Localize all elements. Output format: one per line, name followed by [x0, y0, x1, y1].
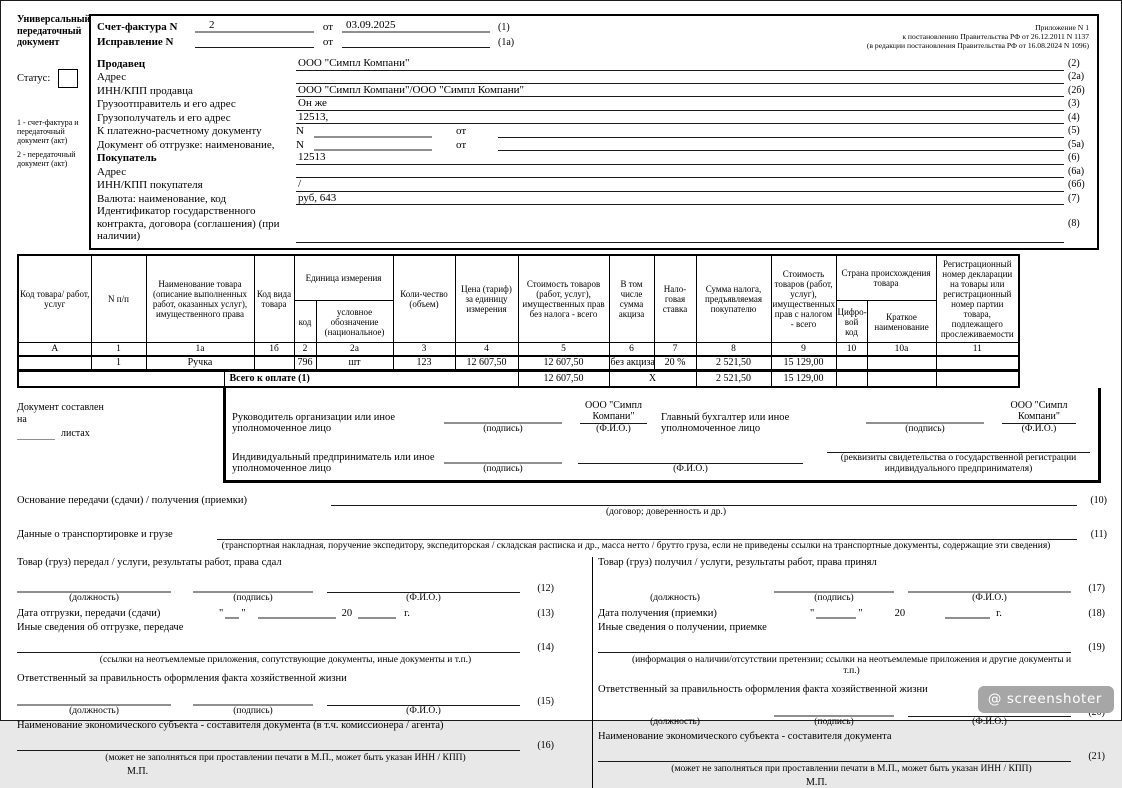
sign-caption: (подпись) — [233, 705, 273, 716]
field-value: ООО "Симпл Компани" — [296, 57, 1064, 71]
year-suffix: г. — [996, 607, 1002, 619]
signature-line — [774, 705, 894, 717]
stamp-place: М.П. — [127, 765, 149, 777]
field-value — [296, 231, 1064, 243]
ref-2a: (2а) — [1068, 71, 1085, 83]
fio-caption: (Ф.И.О.) — [972, 716, 1007, 727]
ot-label: от — [456, 138, 467, 151]
requisite-row-shipping-doc — [97, 138, 1097, 151]
ref-18: (18) — [1088, 607, 1105, 619]
col-num: 10а — [867, 343, 936, 357]
n-label: N — [296, 138, 304, 151]
column-numbering-row — [18, 343, 1019, 357]
col-header-reg: Регистрационный номер декларации на товары или регистрационный номер партии товара, подлежащего прослеживаемости — [936, 255, 1019, 343]
fio-caption: (Ф.И.О.) — [673, 463, 708, 474]
entity-label: Наименование экономического субъекта - составителя документа (в т.ч. комиссионера / агента) — [17, 719, 444, 731]
item-row — [18, 356, 1019, 370]
status-note-1: 1 - счет-фактура и передаточный документ (акт) — [17, 117, 79, 145]
quote-mark: " — [241, 607, 246, 619]
cell-npp: 1 — [91, 356, 146, 370]
cell-country-name — [867, 356, 936, 370]
position-caption: (должность) — [650, 592, 700, 603]
correction-number-row — [97, 33, 517, 48]
other-receipt-caption: (информация о наличии/отсутствии претензии; ссылки на неотъемлемые приложения и другие документы и т.п.) — [631, 654, 1072, 676]
position-caption: (должность) — [69, 705, 119, 716]
cell-excise: без акциза — [610, 357, 655, 369]
cell-net: 12 607,50 — [518, 356, 609, 370]
ref-21: (21) — [1088, 750, 1105, 762]
cell-qty: 123 — [393, 356, 455, 370]
appendix-line-2: к постановлению Правительства РФ от 26.12.2011 N 1137 — [902, 32, 1089, 41]
transport-value-field — [217, 529, 1077, 540]
entity-field — [598, 754, 1071, 762]
status-row — [17, 69, 87, 88]
requisite-row-seller-address — [97, 71, 1097, 84]
n-value-field — [314, 140, 432, 151]
receipt-signature-row — [598, 581, 1105, 604]
col-num: А — [18, 343, 91, 357]
invoice-ot-label: от — [322, 21, 334, 33]
head-name-value: ООО "Симпл Компани" — [580, 400, 647, 424]
fio-caption: (Ф.И.О.) — [1021, 423, 1057, 434]
total-empty-cell — [18, 372, 224, 387]
day-field — [816, 609, 856, 619]
receipt-title: Товар (груз) получил / услуги, результаты работ, права принял — [598, 556, 877, 568]
ot-value-field — [498, 127, 1064, 138]
shipment-date-label: Дата отгрузки, передачи (сдачи) — [17, 607, 161, 619]
field-label: Покупатель — [97, 152, 157, 165]
ref-6: (6) — [1068, 152, 1080, 164]
status-label: Статус: — [17, 72, 51, 84]
field-value: 12513, — [296, 111, 1064, 125]
stamp-place: М.П. — [806, 776, 828, 788]
position-caption: (должность) — [650, 716, 700, 727]
col-header-unit-name: условное обозначение (национальное) — [316, 301, 393, 343]
ref-2b: (2б) — [1068, 84, 1085, 96]
receipt-column — [592, 557, 1105, 788]
ref-2: (2) — [1068, 58, 1080, 69]
signature-line — [774, 581, 894, 593]
ref-5a: (5а) — [1068, 138, 1085, 150]
requisite-row-consignor — [97, 97, 1097, 111]
screenshoter-watermark — [978, 686, 1114, 713]
position-line — [17, 694, 171, 706]
cell-unit-name: шт — [316, 356, 393, 370]
watermark-text: screenshoter — [1006, 691, 1102, 707]
appendix-note — [867, 23, 1089, 50]
col-num: 2а — [316, 343, 393, 357]
col-header-code: Код товара/ работ, услуг — [18, 255, 91, 343]
fio-line — [908, 581, 1071, 593]
field-label: Адрес — [97, 71, 127, 84]
transport-caption: (транспортная накладная, поручение экспедитору, экспедиторская / складская расписка и др., масса нетто / брутто груза, если не приведены ссылки на транспортные документы, содержащие эти сведения) — [221, 540, 1051, 551]
ref-11: (11) — [1090, 528, 1107, 540]
col-num: 7 — [654, 343, 696, 357]
col-num: 5 — [518, 343, 609, 357]
cell-name: Ручка — [146, 356, 254, 370]
n-ot-fields — [296, 139, 1064, 152]
cell-unit-code: 796 — [294, 356, 316, 370]
entity-caption: (может не заполняться при проставлении печати в М.П., может быть указан ИНН / КПП) — [671, 763, 1032, 774]
entrepreneur-details-caption: (реквизиты свидетельства о государственной регистрации индивидуального предпринимателя) — [840, 452, 1077, 474]
col-header-qty: Коли-чество (объем) — [393, 255, 455, 343]
col-header-vat: Сумма налога, предъявляемая покупателю — [696, 255, 771, 343]
invoice-date-field: 03.09.2025 — [342, 19, 490, 33]
signature-line — [193, 581, 313, 593]
col-num: 10 — [836, 343, 867, 357]
accountant-signature — [661, 400, 1090, 435]
other-receipt-label: Иные сведения о получении, приемке — [598, 621, 767, 633]
correction-ot-label: от — [322, 36, 334, 48]
requisites — [97, 57, 1097, 243]
cell-price: 12 607,50 — [455, 356, 518, 370]
ref-8: (8) — [1068, 217, 1080, 229]
requisite-row-buyer-inn — [97, 178, 1097, 192]
col-num: 1б — [254, 343, 294, 357]
n-label: N — [296, 125, 304, 138]
basis-row — [17, 495, 1107, 506]
n-value-field — [314, 127, 432, 138]
invoice-number-row — [97, 18, 517, 33]
col-num: 3 — [393, 343, 455, 357]
sign-caption: (подпись) — [483, 423, 523, 434]
entrepreneur-fio-line — [578, 452, 803, 464]
total-empty-cell — [836, 372, 867, 387]
position-line — [17, 581, 171, 593]
total-net: 12 607,50 — [518, 372, 609, 387]
field-value — [296, 166, 1064, 178]
year-field — [358, 609, 396, 619]
field-label: Документ об отгрузке: наименование, — [97, 138, 275, 151]
ref-19: (19) — [1088, 641, 1105, 653]
requisite-row-gov-contract — [97, 205, 1097, 243]
invoice-label: Счет-фактура N — [97, 21, 178, 33]
receipt-date-row — [598, 608, 1105, 619]
basis-value-field — [331, 495, 1077, 506]
entity-field — [17, 743, 520, 751]
transfer-receipt-section — [17, 557, 1105, 788]
col-num: 9 — [771, 343, 836, 357]
appendix-line-1: Приложение N 1 — [1035, 23, 1089, 32]
total-x: Х — [609, 372, 696, 387]
cell-code — [18, 356, 91, 370]
cell-country-code — [836, 356, 867, 370]
field-value: руб, 643 — [296, 192, 1064, 206]
cell-kind — [254, 356, 294, 370]
cell-rate: 20 % — [654, 356, 696, 370]
requisite-row-consignee — [97, 111, 1097, 125]
quote-mark: " — [219, 607, 224, 619]
requisite-row-buyer — [97, 151, 1097, 165]
quote-mark: " — [810, 607, 815, 619]
transfer-column — [17, 557, 592, 788]
ref-1a: (1а) — [498, 37, 515, 48]
year-field — [945, 609, 990, 619]
head-signature — [232, 400, 661, 435]
transport-row — [17, 529, 1107, 540]
entity-field-row — [598, 751, 1105, 762]
sheets-note-text: Документ составлен на — [17, 401, 104, 425]
cell-reg — [936, 356, 1019, 370]
fio-caption: (Ф.И.О.) — [596, 423, 631, 434]
quote-mark: " — [858, 607, 863, 619]
ref-14: (14) — [537, 641, 554, 653]
responsible-label: Ответственный за правильность оформления факта хозяйственной жизни — [598, 683, 928, 695]
field-label: Адрес — [97, 165, 127, 178]
transfer-signature-row — [17, 581, 554, 604]
fio-line — [327, 694, 520, 706]
ot-label: от — [456, 125, 467, 138]
other-shipment-field — [17, 645, 520, 653]
col-header-country-code: Цифро-вой код — [836, 301, 867, 343]
at-icon: @ — [987, 691, 1002, 707]
sheets-note-suffix: листах — [61, 427, 90, 439]
accountant-signature-line — [866, 412, 984, 424]
entrepreneur-details-line — [827, 441, 1090, 453]
status-note-2: 2 - передаточный документ (акт) — [17, 149, 76, 168]
receipt-date-label: Дата получения (приемки) — [598, 607, 717, 619]
entity-field-row — [17, 740, 554, 751]
field-label: ИНН/КПП покупателя — [97, 179, 203, 192]
ref-6b: (6б) — [1068, 179, 1085, 191]
requisite-row-payment-doc — [97, 124, 1097, 137]
head-label: Руководитель организации или иное уполномоченное лицо — [232, 411, 395, 435]
requisite-row-seller-inn — [97, 84, 1097, 98]
signature-box — [223, 388, 1101, 483]
field-label: Валюта: наименование, код — [97, 192, 227, 205]
n-ot-fields — [296, 125, 1064, 138]
col-header-excise: В том числе сумма акциза — [609, 255, 654, 343]
correction-label: Исправление N — [97, 36, 174, 48]
sign-caption: (подпись) — [905, 423, 945, 434]
side-column — [17, 14, 91, 250]
items-table — [17, 254, 1020, 372]
accountant-name-value: ООО "Симпл Компани" — [1002, 400, 1076, 424]
ref-6a: (6а) — [1068, 165, 1085, 177]
sheets-count-field — [17, 430, 55, 440]
ref-12: (12) — [537, 582, 554, 594]
ref-15: (15) — [537, 695, 554, 707]
field-label: Грузополучатель и его адрес — [97, 111, 231, 124]
col-num: 6 — [609, 343, 654, 357]
other-shipment-label: Иные сведения об отгрузке, передаче — [17, 621, 184, 633]
sign-caption: (подпись) — [814, 592, 854, 603]
fio-caption: (Ф.И.О.) — [406, 705, 441, 716]
month-field — [258, 609, 336, 619]
responsible-signature-row — [17, 694, 554, 717]
field-value: 12513 — [296, 151, 1064, 165]
other-receipt-field — [598, 645, 1071, 653]
status-notes — [17, 118, 87, 168]
accountant-label: Главный бухгалтер или иное уполномоченное лицо — [661, 411, 790, 435]
sign-caption: (подпись) — [814, 716, 854, 727]
appendix-line-3: (в редакции постановления Правительства РФ от 16.08.2024 N 1096) — [866, 41, 1089, 50]
field-label: Продавец — [97, 58, 146, 70]
invoice-number-field: 2 — [195, 19, 314, 33]
total-empty-cell — [867, 372, 936, 387]
responsible-label: Ответственный за правильность оформления факта хозяйственной жизни — [17, 672, 347, 684]
col-header-npp: N п/п — [91, 255, 146, 343]
entrepreneur-signature-line — [444, 452, 562, 464]
col-header-unit-code: код — [294, 301, 316, 343]
cell-vat: 2 521,50 — [696, 356, 771, 370]
year-prefix: 20 — [894, 607, 906, 619]
shipment-date-row — [17, 608, 554, 619]
other-receipt-field-row — [598, 642, 1105, 653]
field-value: Он же — [296, 97, 1064, 111]
requisite-row-currency — [97, 192, 1097, 206]
transfer-title: Товар (груз) передал / услуги, результаты работ, права сдал — [17, 556, 282, 568]
col-header-country-name: Краткое наименование — [867, 301, 936, 343]
head-signature-line — [444, 412, 562, 424]
field-value: / — [296, 178, 1064, 192]
entity-caption: (может не заполняться при проставлении печати в М.П., может быть указан ИНН / КПП) — [105, 752, 466, 763]
fio-caption: (Ф.И.О.) — [406, 592, 441, 603]
requisite-row-buyer-address — [97, 165, 1097, 178]
field-label: К платежно-расчетному документу — [97, 125, 262, 138]
fio-line — [327, 581, 520, 593]
other-shipment-caption: (ссылки на неотъемлемые приложения, сопутствующие документы, иные документы и т.п.) — [99, 654, 472, 665]
ref-7: (7) — [1068, 192, 1080, 204]
field-value — [296, 72, 1064, 84]
col-header-gross: Стоимость товаров (работ, услуг), имущественных прав с налогом - всего — [771, 255, 836, 343]
col-header-name: Наименование товара (описание выполненных работ, оказанных услуг), имущественного права — [146, 255, 254, 343]
sheets-note — [17, 388, 223, 483]
position-caption: (должность) — [69, 592, 119, 603]
col-num: 11 — [936, 343, 1019, 357]
basis-label: Основание передачи (сдачи) / получения (приемки) — [17, 494, 247, 506]
cell-gross: 15 129,00 — [771, 356, 836, 370]
col-header-kind: Код вида товара — [254, 255, 294, 343]
ref-16: (16) — [537, 739, 554, 751]
ref-10: (10) — [1090, 494, 1107, 506]
ref-3: (3) — [1068, 98, 1080, 110]
total-gross: 15 129,00 — [771, 372, 836, 387]
col-header-net: Стоимость товаров (работ, услуг), имущественных прав без налога - всего — [518, 255, 609, 343]
sign-caption: (подпись) — [233, 592, 273, 603]
col-num: 1 — [91, 343, 146, 357]
doc-type-title: Универсальный передаточный документ — [17, 14, 91, 48]
col-header-rate: Нало-говая ставка — [654, 255, 696, 343]
entrepreneur-signature — [232, 441, 1090, 475]
ref-13: (13) — [537, 607, 554, 619]
col-num: 8 — [696, 343, 771, 357]
field-value: ООО "Симпл Компани"/ООО "Симпл Компани" — [296, 84, 1064, 98]
correction-number-field — [195, 47, 314, 48]
col-group-country: Страна происхождения товара — [836, 255, 936, 301]
field-label: ИНН/КПП продавца — [97, 84, 193, 97]
ref-17: (17) — [1088, 582, 1105, 594]
col-num: 2 — [294, 343, 316, 357]
col-group-unit: Единица измерения — [294, 255, 393, 301]
year-suffix: г. — [404, 607, 410, 619]
ref-5: (5) — [1068, 125, 1080, 137]
totals-row — [17, 371, 1020, 388]
status-checkbox — [58, 69, 78, 88]
col-num: 4 — [455, 343, 518, 357]
col-num: 1а — [146, 343, 254, 357]
sign-caption: (подпись) — [483, 463, 523, 474]
total-vat: 2 521,50 — [696, 372, 771, 387]
invoice-header-box — [89, 14, 1099, 250]
ref-4: (4) — [1068, 111, 1080, 123]
requisite-row-seller — [97, 57, 1097, 71]
other-shipment-field-row — [17, 642, 554, 653]
day-field — [225, 609, 239, 619]
field-label: Грузоотправитель и его адрес — [97, 98, 236, 111]
col-header-price: Цена (тариф) за единицу измерения — [455, 255, 518, 343]
entity-label: Наименование экономического субъекта - составителя документа — [598, 730, 892, 742]
signature-line — [193, 694, 313, 706]
total-empty-cell — [936, 372, 1019, 387]
year-prefix: 20 — [341, 607, 353, 619]
entrepreneur-label: Индивидуальный предприниматель или иное уполномоченное лицо — [232, 451, 435, 475]
basis-caption: (договор; доверенность и др.) — [605, 506, 727, 517]
signature-section — [17, 388, 1101, 483]
total-label: Всего к оплате (1) — [224, 372, 518, 387]
transport-label: Данные о транспортировке и грузе — [17, 528, 173, 540]
header-section — [1, 1, 1121, 250]
fio-caption: (Ф.И.О.) — [972, 592, 1007, 603]
field-label: Идентификатор государственного контракта, договора (соглашения) (при наличии) — [97, 205, 280, 243]
ot-value-field — [498, 140, 1064, 151]
correction-date-field — [342, 47, 490, 48]
ref-1: (1) — [498, 22, 510, 33]
